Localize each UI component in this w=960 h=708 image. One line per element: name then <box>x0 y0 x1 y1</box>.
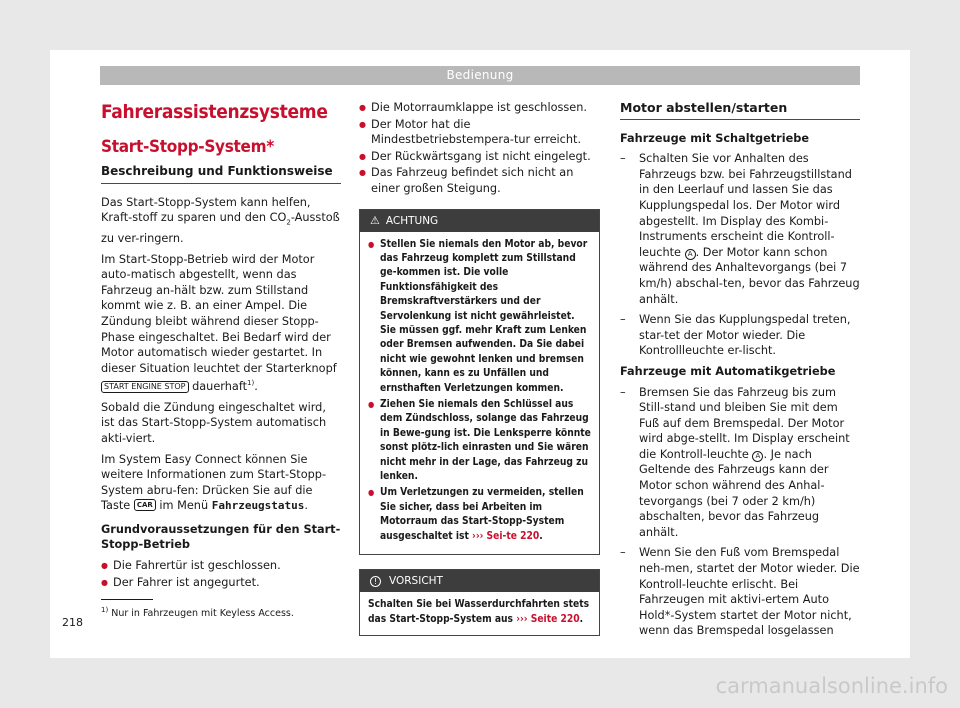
page-number: 218 <box>62 616 83 629</box>
requirements-list-continued <box>359 100 600 197</box>
footnote-rule <box>101 599 153 600</box>
warning-header: ⚠ ACHTUNG <box>360 210 599 232</box>
section-heading: Motor abstellen/starten <box>620 100 860 120</box>
list-item: ● Die Motorraumklappe ist geschlossen. <box>359 100 600 116</box>
manual-steps <box>620 151 860 359</box>
notice-header: ! VORSICHT <box>360 570 599 592</box>
notice-body: Schalten Sie bei Wasserdurchfahrten stets das Start-Stopp-System aus ››› Seite 220. <box>368 599 590 625</box>
list-item: ● Um Verletzungen zu vermeiden, stellen Sie sicher, dass bei Arbeiten im Motorraum das Start-Stopp-System ausgeschaltet ist ››› Sei-te 220. <box>368 486 591 544</box>
notice-box <box>359 569 600 636</box>
list-item: – Wenn Sie das Kupplungspedal treten, star-tet der Motor wieder. Die Kontrollleuchte er-lischt. <box>620 312 860 359</box>
requirements-heading: Grundvoraussetzungen für den Start-Stopp-Betrieb <box>101 522 341 552</box>
list-item: ● Die Fahrertür ist geschlossen. <box>101 558 341 574</box>
list-item: ● Das Fahrzeug befindet sich nicht an einer großen Steigung. <box>359 165 600 196</box>
list-item: ● Der Rückwärtsgang ist nicht eingelegt. <box>359 149 600 165</box>
paragraph: Das Start-Stopp-System kann helfen, Kraft-stoff zu sparen und den $CO_2$-Ausstoß zu ver-ringern. <box>101 195 340 246</box>
section-header: Bedienung <box>100 66 860 85</box>
page-reference-link[interactable]: ››› Seite 220 <box>516 613 580 625</box>
paragraph: Sobald die Zündung eingeschaltet wird, ist das Start-Stopp-System automatisch akti-viert. <box>101 400 327 445</box>
paragraph: Im Start-Stopp-Betrieb wird der Motor auto-matisch abgestellt, wenn das Fahrzeug an-hält bzw. zum Stillstand kommt wie z. B. an einer Ampel. Die Zündung bleibt während dieser Stopp-Phase eingeschaltet. Bei Bedarf wird der Motor automatisch wieder gestartet. In dieser Situation leuchtet der Starterknopf START ENGINE STOP dauerhaft$^{1)}$. <box>101 252 337 394</box>
watermark: carmanualsonline.info <box>715 674 948 698</box>
footnote: $^{1)}$ Nur in Fahrzeugen mit Keyless Access. <box>101 606 294 620</box>
warning-list <box>360 232 599 555</box>
column-2 <box>359 100 600 636</box>
subheading-automatic: Fahrzeuge mit Automatikgetriebe <box>620 364 836 378</box>
list-item: ● Ziehen Sie niemals den Schlüssel aus dem Zündschloss, solange das Fahrzeug in Bewe-gung ist. Die Lenksperre könnte sonst plötz-lich einrasten und Sie wären nicht mehr in der Lage, das Fahrzeug zu lenken. <box>368 398 591 484</box>
info-circle-icon: ! <box>370 576 381 587</box>
start-engine-stop-key: START ENGINE STOP <box>101 381 189 393</box>
car-key-icon: CAR <box>134 499 156 511</box>
start-stop-indicator-icon: A <box>752 451 763 462</box>
subheading-manual: Fahrzeuge mit Schaltgetriebe <box>620 131 810 145</box>
requirements-list <box>101 558 341 590</box>
footnote-ref: 1) <box>247 379 255 388</box>
column-1 <box>101 100 341 591</box>
list-item: ● Stellen Sie niemals den Motor ab, bevor das Fahrzeug komplett zum Stillstand ge-kommen ist. Die volle Funktionsfähigkeit des Bremskraftverstärkers und der Servolenkung ist nicht gewährleistet. Sie müssen ggf. mehr Kraft zum Lenken oder Bremsen aufwenden. Da Sie dabei nicht wie gewohnt lenken und bremsen können, kann es zu Unfällen und ernsthaften Verletzungen kommen. <box>368 238 591 396</box>
column-3 <box>620 100 860 644</box>
page-reference-link[interactable]: ››› Sei-te 220 <box>472 530 540 542</box>
list-item: ● Der Motor hat die Mindestbetriebstempera-tur erreicht. <box>359 117 600 148</box>
page-subtitle: Start-Stopp-System* <box>101 137 274 157</box>
page-title: Fahrerassistenzsysteme <box>101 101 328 123</box>
start-stop-indicator-icon: A <box>685 249 696 260</box>
section-heading: Beschreibung und Funktionsweise <box>101 164 341 184</box>
warning-box <box>359 209 600 556</box>
list-item: ● Der Fahrer ist angegurtet. <box>101 575 341 591</box>
paragraph: Im System Easy Connect können Sie weitere Informationen zum Start-Stopp-System abru-fen: Drücken Sie auf die Taste CAR im Menü Fahrzeugstatus. <box>101 452 327 513</box>
list-item: – Schalten Sie vor Anhalten des Fahrzeugs bzw. bei Fahrzeugstillstand in den Leerlauf und lassen Sie das Kupplungspedal los. Der Motor wird abgestellt. Im Display des Kombi-Instruments erscheint die Kontroll-leuchte A . Der Motor kann schon während des Anhaltevorgangs (bei 7 km/h) abschal-ten, bevor das Fahrzeug anhält. <box>620 151 860 307</box>
warning-triangle-icon: ⚠ <box>370 213 380 227</box>
list-item: – Wenn Sie den Fuß vom Bremspedal neh-men, startet der Motor wieder. Die Kontroll-leuchte erlischt. Bei Fahrzeugen mit aktivi-ertem Auto Hold*-System startet der Motor nicht, wenn das Bremspedal losgelassen <box>620 545 860 639</box>
list-item: – Bremsen Sie das Fahrzeug bis zum Still-stand und bleiben Sie mit dem Fuß auf dem Bremspedal. Der Motor wird abge-stellt. Im Display erscheint die Kontroll-leuchte A . Je nach Geltende des Fahrzeugs kann der Motor schon während des Anhal-tevorgangs (bei 7 oder 2 km/h) abschalten, bevor das Fahrzeug anhält. <box>620 385 860 541</box>
automatic-steps <box>620 385 860 640</box>
